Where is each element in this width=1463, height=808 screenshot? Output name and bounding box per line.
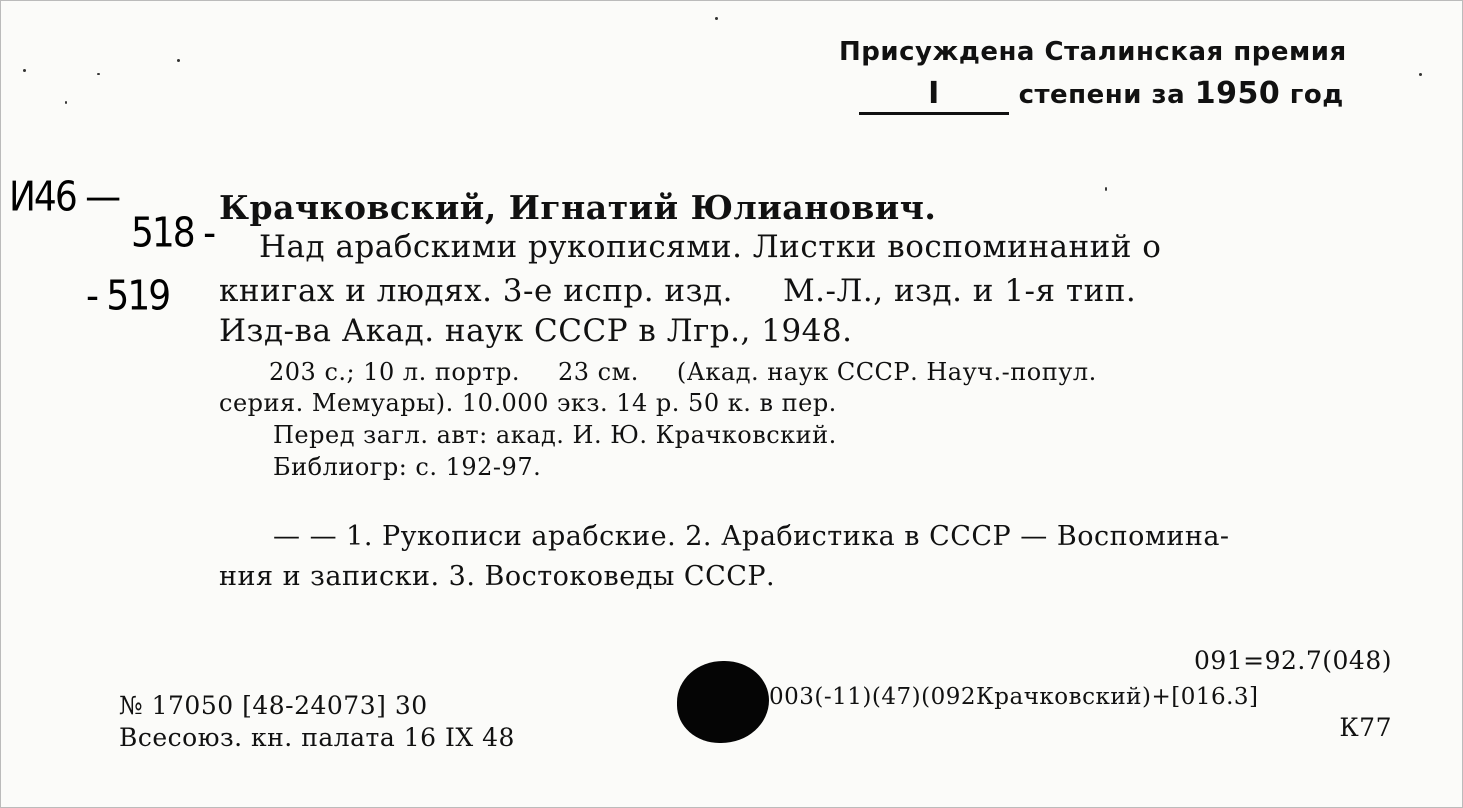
prize-degree: I — [859, 77, 1009, 115]
title-line-1: Над арабскими рукописями. Листки воспоминаний о — [259, 229, 1162, 265]
subject-headings-line-1: — — 1. Рукописи арабские. 2. Арабистика в СССР — Воспомина- — [273, 521, 1230, 552]
dust-speck — [1419, 73, 1422, 76]
prize-line-1: Присуждена Сталинская премия — [839, 37, 1347, 67]
imprint-line: Изд-ва Акад. наук СССР в Лгр., 1948. — [219, 313, 853, 349]
registry-number: № 17050 [48-24073] 30 — [119, 691, 428, 720]
author-note: Перед загл. авт: акад. И. Ю. Крачковский. — [273, 421, 837, 449]
dust-speck — [177, 59, 180, 62]
edition-statement: книгах и людях. 3-е испр. изд. — [219, 273, 733, 309]
handwritten-shelf-code-1: И46 — — [9, 173, 120, 222]
dust-speck — [23, 69, 26, 72]
author-heading: Крачковский, Игнатий Юлианович. — [219, 188, 937, 227]
series-note: серия. Мемуары). 10.000 экз. 14 р. 50 к. в пер. — [219, 389, 837, 417]
handwritten-shelf-code-3: - 519 — [86, 272, 170, 321]
subject-headings-line-2: ния и записки. 3. Востоковеды СССР. — [219, 561, 776, 592]
dust-speck — [97, 73, 100, 75]
imprint-place: М.-Л., изд. и 1-я тип. — [782, 273, 1137, 309]
dust-speck — [715, 17, 718, 20]
stalin-prize-stamp — [839, 31, 1347, 116]
prize-degree-label: степени за — [1018, 80, 1186, 110]
registry-chamber: Всесоюз. кн. палата 16 IX 48 — [119, 723, 515, 752]
prize-year: 1950 — [1194, 76, 1281, 111]
classification-line-2: 003(-11)(47)(092Крачковский)+[016.3] — [769, 684, 1259, 710]
physical-description: 203 с.; 10 л. портр. 23 см. (Акад. наук СССР. Науч.-попул. — [269, 358, 1097, 386]
handwritten-shelf-code-2: 518 - — [131, 209, 215, 258]
dust-speck — [65, 101, 67, 104]
ink-blot — [677, 661, 769, 743]
author-mark: К77 — [1339, 713, 1392, 742]
prize-line-2 — [839, 73, 1347, 116]
prize-year-label: год — [1289, 80, 1344, 110]
title-line-2 — [219, 273, 1136, 309]
dust-speck — [1105, 187, 1107, 191]
classification-line-1: 091=92.7(048) — [1193, 646, 1392, 675]
bibliography-note: Библиогр: с. 192-97. — [273, 453, 542, 481]
